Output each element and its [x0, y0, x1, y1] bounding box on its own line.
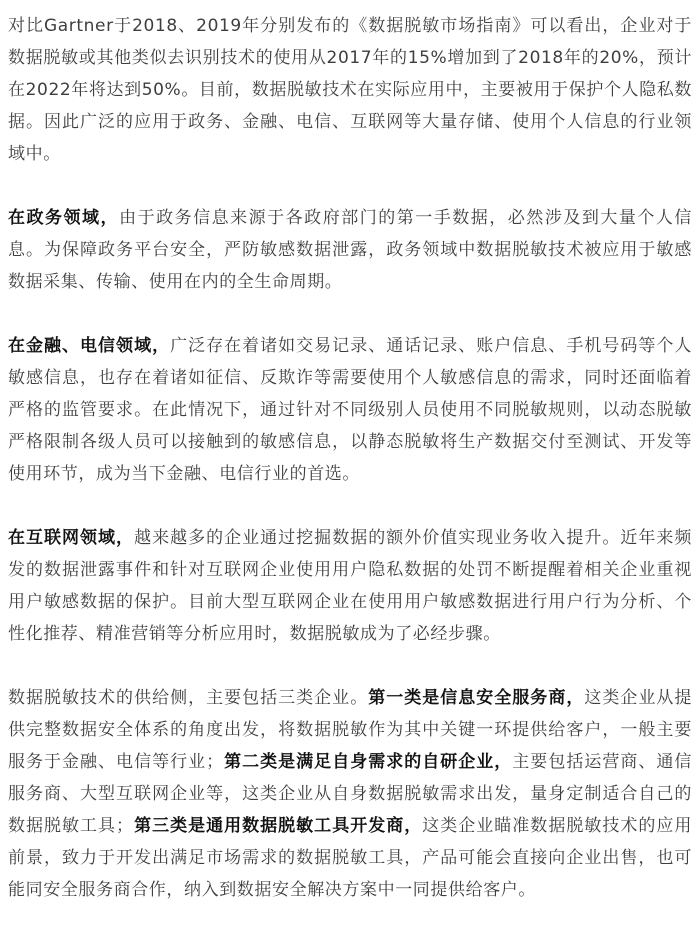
- paragraph-finance-telecom: [8, 330, 692, 490]
- article-body: [8, 10, 692, 906]
- paragraph-lead-heading: 在政务领域，: [8, 208, 120, 228]
- paragraph-lead-heading: 在金融、电信领域，: [8, 336, 171, 356]
- supplier-type-3-heading: 第三类是通用数据脱敏工具开发商，: [133, 816, 423, 836]
- paragraph-government: [8, 202, 692, 298]
- supplier-type-2-text: 主要包括运营商、通信服务商、大型互联网企业等，这类企业从自身数据脱敏需求出发，量身定制适合自己的数据脱敏工具；: [8, 752, 692, 836]
- supplier-type-1-heading: 第一类是信息安全服务商，: [368, 688, 585, 708]
- supplier-type-2-heading: 第二类是满足自身需求的自研企业，: [223, 752, 513, 772]
- paragraph-lead-heading: 在互联网领域，: [8, 528, 135, 548]
- supplier-type-1-text: 这类企业从提供完整数据安全体系的角度出发，将数据脱敏作为其中关键一环提供给客户，一般主要服务于金融、电信等行业；: [8, 688, 692, 772]
- supply-intro-text: 数据脱敏技术的供给侧，主要包括三类企业。: [8, 688, 369, 708]
- paragraph-text: 广泛存在着诸如交易记录、通话记录、账户信息、手机号码等个人敏感信息，也存在着诸如征信、反欺诈等需要使用个人敏感信息的需求，同时还面临着严格的监管要求。在此情况下，通过针对不同级别人员使用不同脱敏规则，以动态脱敏严格限制各级人员可以接触到的敏感信息，以静态脱敏将生产数据交付至测试、开发等使用环节，成为当下金融、电信行业的首选。: [8, 336, 692, 484]
- paragraph-internet: [8, 522, 692, 650]
- paragraph-supply-side: [8, 682, 692, 906]
- paragraph-text: 由于政务信息来源于各政府部门的第一手数据，必然涉及到大量个人信息。为保障政务平台安全，严防敏感数据泄露，政务领域中数据脱敏技术被应用于敏感数据采集、传输、使用在内的全生命周期。: [8, 208, 692, 292]
- paragraph-text: 对比Gartner于2018、2019年分别发布的《数据脱敏市场指南》可以看出，企业对于数据脱敏或其他类似去识别技术的使用从2017年的15%增加到了2018年的20%，预计在2022年将达到50%。目前，数据脱敏技术在实际应用中，主要被用于保护个人隐私数据。因此广泛的应用于政务、金融、电信、互联网等大量存储、使用个人信息的行业领域中。: [8, 16, 692, 164]
- paragraph-intro: [8, 10, 692, 170]
- paragraph-text: 越来越多的企业通过挖掘数据的额外价值实现业务收入提升。近年来频发的数据泄露事件和针对互联网企业使用用户隐私数据的处罚不断提醒着相关企业重视用户敏感数据的保护。目前大型互联网企业在使用用户敏感数据进行用户行为分析、个性化推荐、精准营销等分析应用时，数据脱敏成为了必经步骤。: [8, 528, 692, 644]
- supplier-type-3-text: 这类企业瞄准数据脱敏技术的应用前景，致力于开发出满足市场需求的数据脱敏工具，产品可能会直接向企业出售，也可能同安全服务商合作，纳入到数据安全解决方案中一同提供给客户。: [8, 816, 692, 900]
